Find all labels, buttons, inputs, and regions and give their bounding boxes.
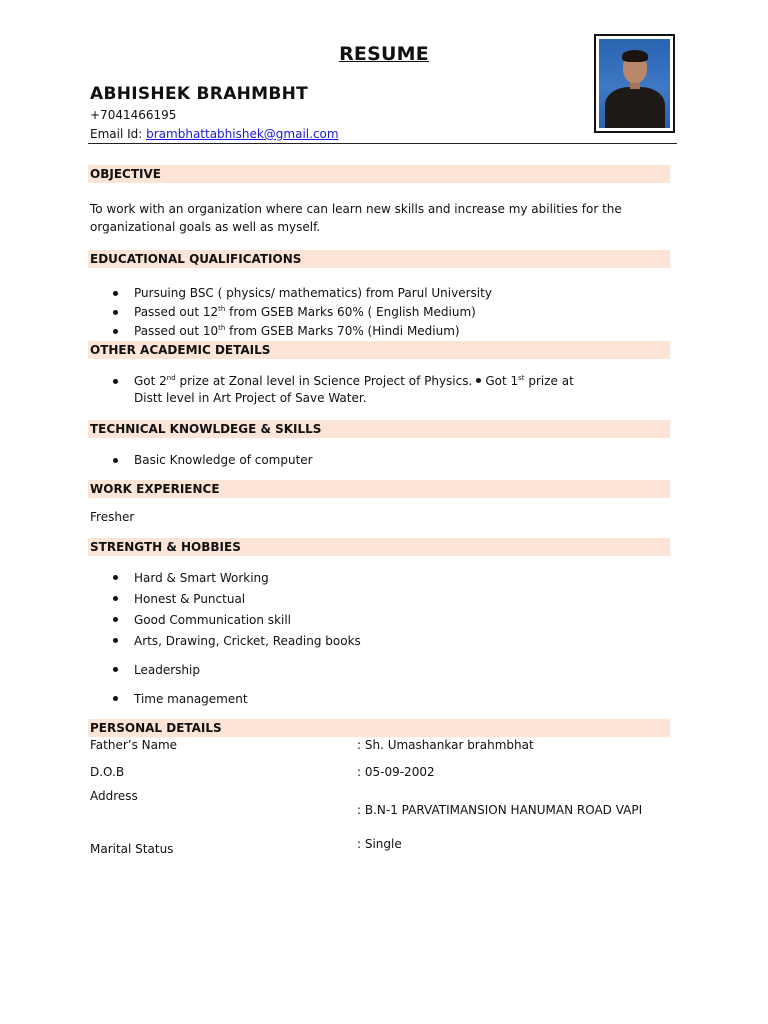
list-item: Hard & Smart Working [112, 568, 361, 589]
phone-number: +7041466195 [90, 108, 177, 122]
section-heading-objective: OBJECTIVE [88, 165, 670, 183]
dob-value: : 05-09-2002 [357, 765, 435, 779]
objective-text: To work with an organization where can learn new skills and increase my abilities for the organizational goals as well as myself. [90, 202, 622, 234]
list-item: Arts, Drawing, Cricket, Reading books [112, 631, 361, 652]
academic-list [112, 372, 574, 391]
section-heading-strength: STRENGTH & HOBBIES [88, 538, 670, 556]
photo-hair [622, 50, 648, 62]
dob-label: D.O.B [90, 765, 125, 779]
list-item: Pursuing BSC ( physics/ mathematics) from Parul University [112, 284, 492, 303]
father-name-label: Father’s Name [90, 738, 178, 752]
profile-photo-frame [594, 34, 675, 133]
technical-list [112, 451, 313, 470]
header-divider [88, 143, 677, 144]
section-heading-education: EDUCATIONAL QUALIFICATIONS [88, 250, 670, 268]
education-list [112, 284, 492, 341]
section-heading-academic: OTHER ACADEMIC DETAILS [88, 341, 670, 359]
list-item: Passed out 12th from GSEB Marks 60% ( English Medium) [112, 303, 492, 322]
inline-bullet [476, 378, 481, 383]
section-heading-technical: TECHNICAL KNOWLDEGE & SKILLS [88, 420, 670, 438]
email-link[interactable]: brambhattabhishek@gmail.com [146, 127, 339, 141]
list-item: Basic Knowledge of computer [112, 451, 313, 470]
marital-status-value: : Single [357, 837, 402, 851]
work-text: Fresher [90, 510, 135, 524]
candidate-name: ABHISHEK BRAHMBHT [90, 84, 309, 104]
address-value: : B.N-1 PARVATIMANSION HANUMAN ROAD VAPI [357, 803, 643, 817]
resume-title: RESUME [339, 43, 429, 65]
email-line [90, 127, 339, 141]
list-item: Passed out 10th from GSEB Marks 70% (Hindi Medium) [112, 322, 492, 341]
list-item: Time management [112, 689, 361, 710]
list-item: Leadership [112, 660, 361, 681]
list-item: Honest & Punctual [112, 589, 361, 610]
section-heading-personal: PERSONAL DETAILS [88, 719, 670, 737]
list-item: Got 2nd prize at Zonal level in Science Project of Physics. Got 1st prize at [112, 372, 574, 391]
photo-shirt [605, 87, 665, 128]
email-label: Email Id: [90, 127, 147, 141]
profile-photo [599, 39, 670, 128]
section-heading-work: WORK EXPERIENCE [88, 480, 670, 498]
father-name-value: : Sh. Umashankar brahmbhat [357, 738, 534, 752]
list-item: Good Communication skill [112, 610, 361, 631]
address-label: Address [90, 789, 138, 803]
strength-list [112, 568, 361, 710]
marital-status-label: Marital Status [90, 842, 174, 856]
academic-text-continued: Distt level in Art Project of Save Water. [134, 391, 367, 405]
